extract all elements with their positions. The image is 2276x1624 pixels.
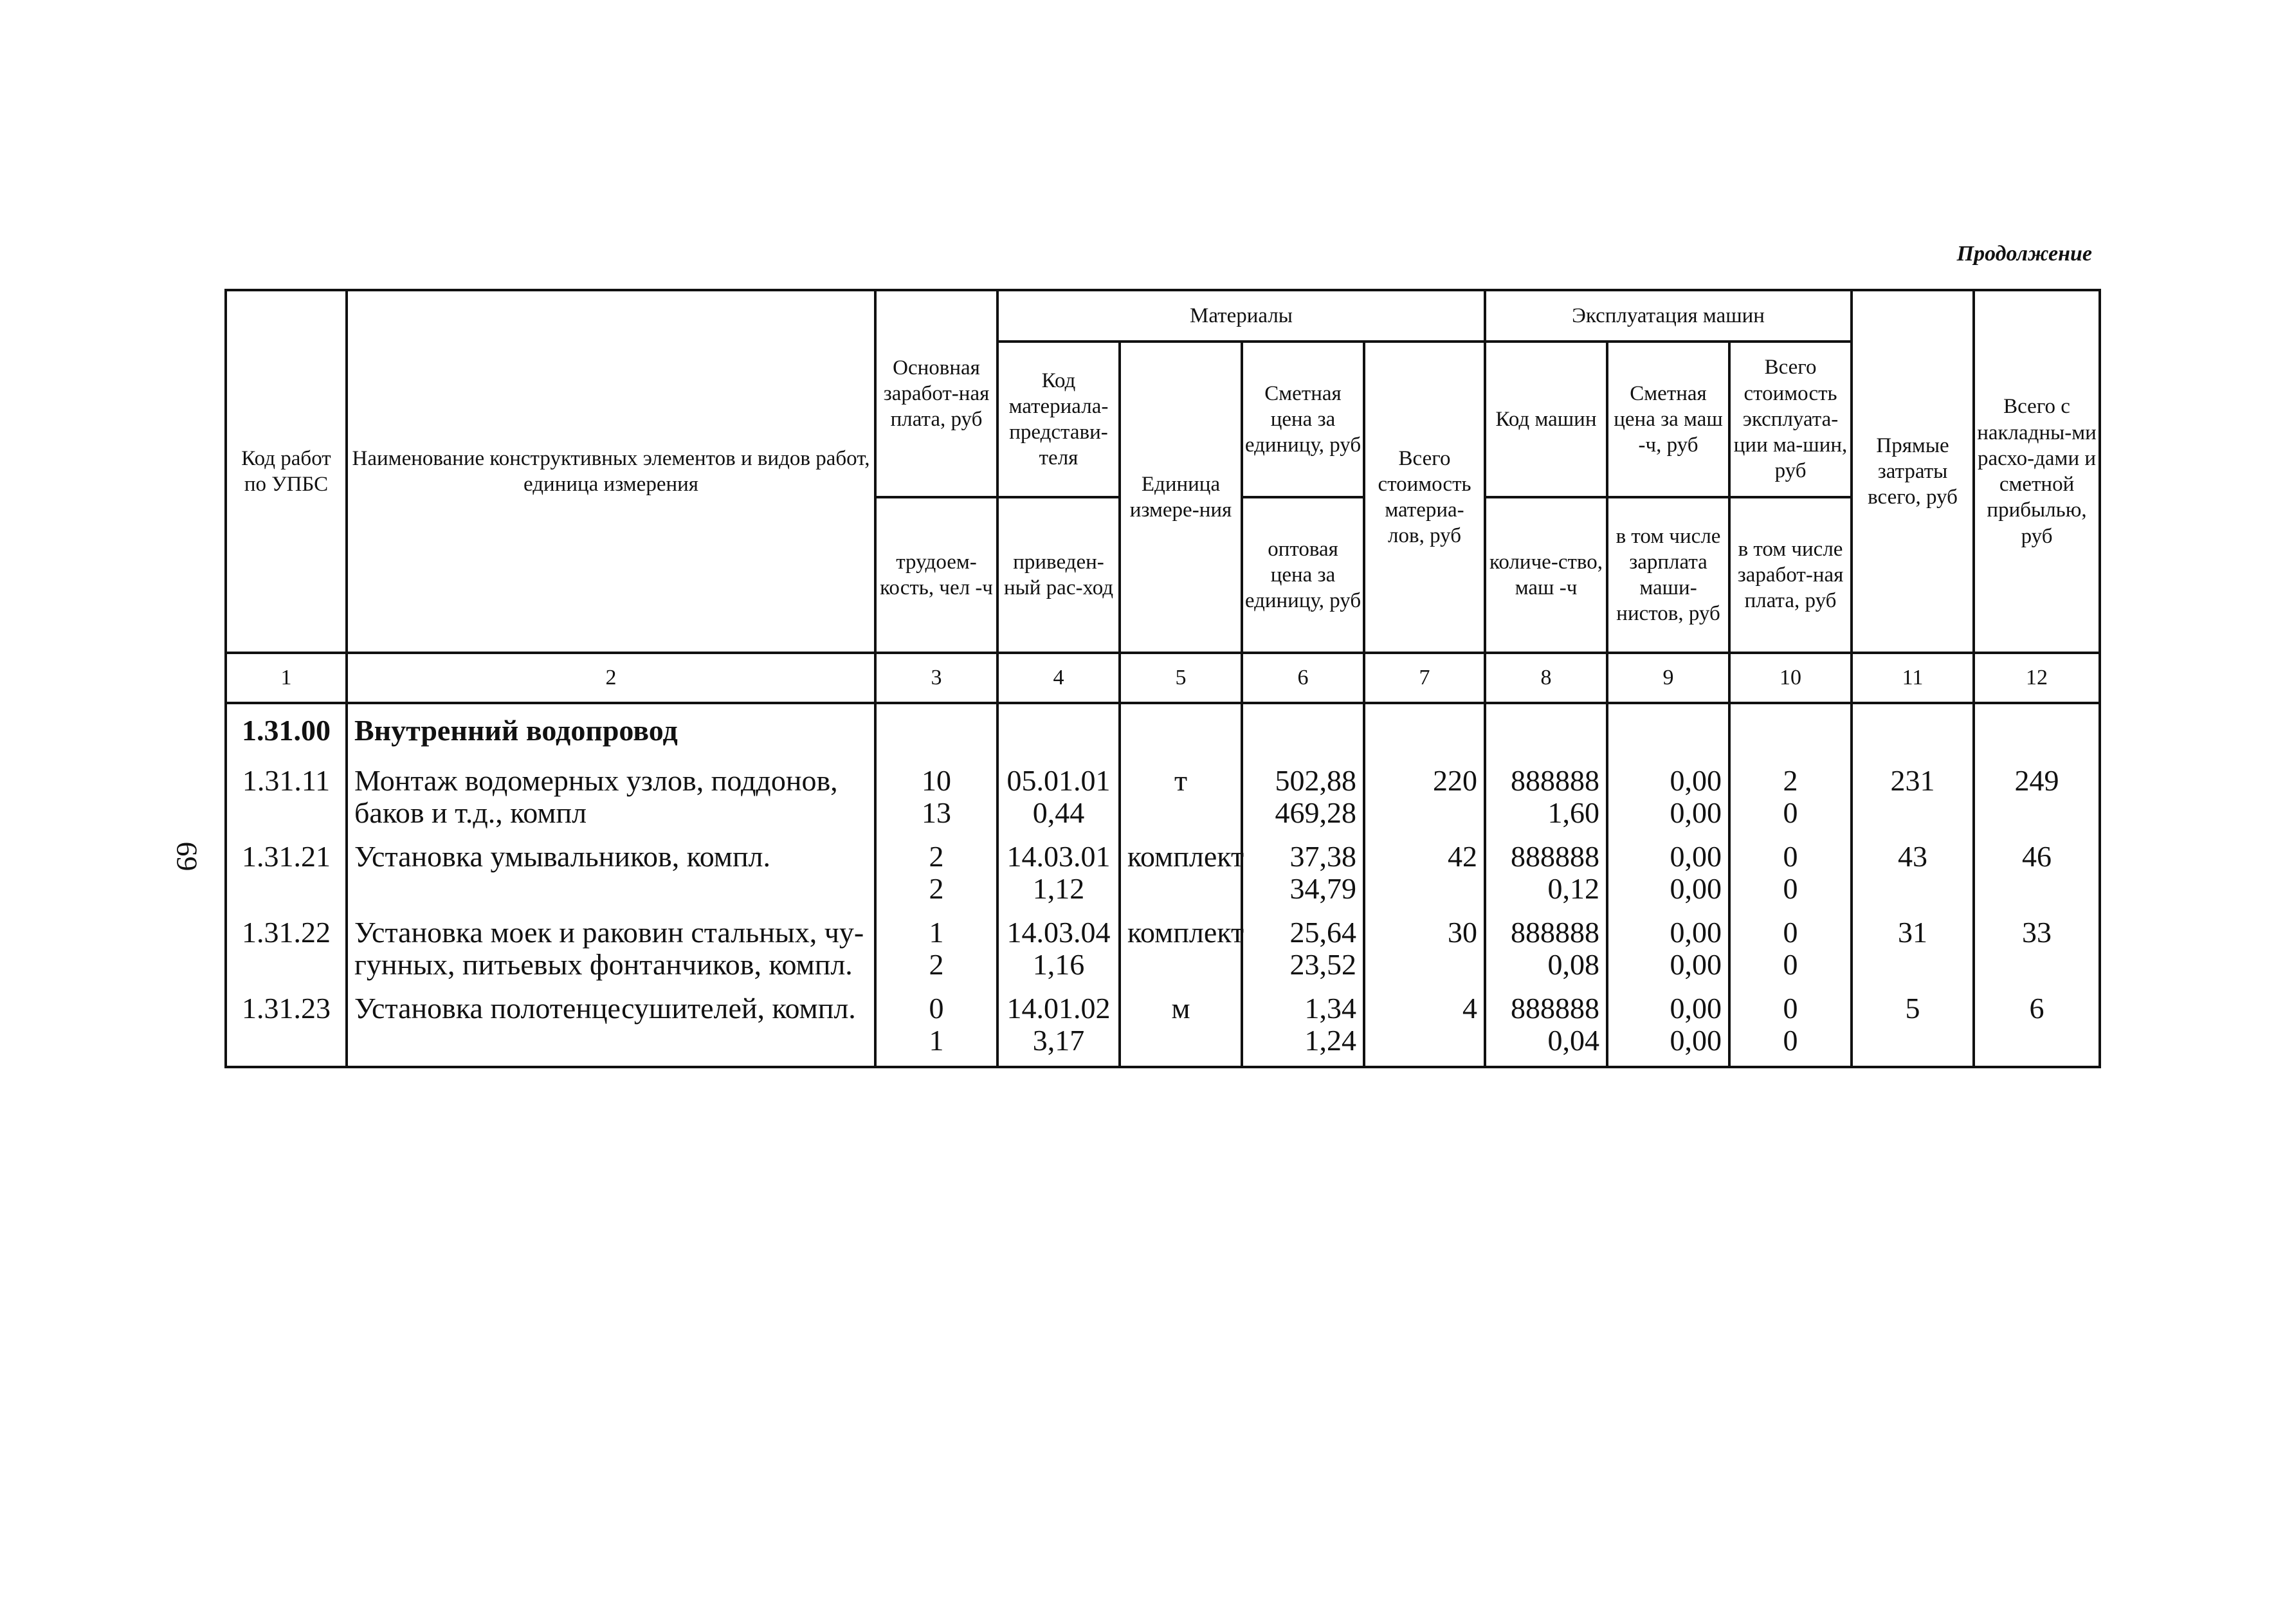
- row-machine-total-wage: [1729, 832, 1852, 908]
- cell-line: 0: [1783, 992, 1798, 1025]
- header-material-code: Код материала-представи-теля: [997, 342, 1120, 497]
- row-machine-code-quantity: [1485, 908, 1607, 983]
- cell-line: 1: [929, 1024, 944, 1057]
- section-name: Внутренний водопровод: [347, 703, 875, 756]
- cell-line: 249: [2014, 764, 2059, 797]
- cell-line: 1,24: [1304, 1024, 1356, 1057]
- row-name: [347, 983, 875, 1067]
- row-unit: [1120, 832, 1242, 908]
- row-direct-costs: [1852, 756, 1974, 832]
- cell-line: 37,38: [1289, 840, 1356, 873]
- header-materials: Материалы: [997, 290, 1485, 342]
- col-number: 10: [1729, 653, 1852, 703]
- row-code: [226, 832, 347, 908]
- row-machine-total-wage: [1729, 983, 1852, 1067]
- row-materials-total: [1364, 832, 1485, 908]
- row-unit: [1120, 756, 1242, 832]
- cell-line: 0,00: [1670, 1024, 1722, 1057]
- cell-line: 05.01.01: [1006, 764, 1111, 797]
- cell-line: 1,60: [1547, 796, 1600, 829]
- cell-line: 0: [1783, 796, 1798, 829]
- row-prices: [1242, 832, 1364, 908]
- cell-line: 1.31.22: [242, 916, 331, 949]
- cell-line: 1.31.11: [242, 764, 331, 797]
- section-code: 1.31.00: [226, 703, 347, 756]
- header-labor: трудоем-кость, чел -ч: [875, 497, 997, 653]
- row-total: [1974, 983, 2100, 1067]
- cell-line: 0: [1783, 948, 1798, 981]
- row-total: [1974, 756, 2100, 832]
- header-machine-hour-price: Сметная цена за маш -ч, руб: [1607, 342, 1729, 497]
- page-number: 69: [170, 841, 204, 871]
- cell-line: комплект: [1127, 916, 1244, 949]
- cell-line: 888888: [1511, 764, 1600, 797]
- cell-line: 0: [1783, 1024, 1798, 1057]
- row-machine-total-wage: [1729, 908, 1852, 983]
- cell-line: 0: [1783, 872, 1798, 905]
- header-operator-wage: в том числе зарплата маши-нистов, руб: [1607, 497, 1729, 653]
- cell-line: 1.31.23: [242, 992, 331, 1025]
- cell-line: [354, 873, 868, 905]
- cell-line: 14.01.02: [1006, 992, 1111, 1025]
- cell-line: 5: [1905, 992, 1920, 1025]
- cell-line: 0,12: [1547, 872, 1600, 905]
- cell-line: 31: [1898, 916, 1928, 949]
- cell-line: 2: [929, 948, 944, 981]
- cell-line: Установка умывальников, компл.: [354, 840, 771, 873]
- row-materials-total: [1364, 756, 1485, 832]
- cell-line: 34,79: [1289, 872, 1356, 905]
- cell-line: 0,00: [1670, 992, 1722, 1025]
- row-total: [1974, 908, 2100, 983]
- cell-line: 0,00: [1670, 840, 1722, 873]
- row-materials-total: [1364, 983, 1485, 1067]
- cell-line: 0: [1783, 916, 1798, 949]
- row-machine-prices: [1607, 756, 1729, 832]
- continuation-label: Продолжение: [1956, 242, 2092, 266]
- row-material-code-consumption: [997, 756, 1120, 832]
- row-code: [226, 983, 347, 1067]
- cell-line: 0,00: [1670, 764, 1722, 797]
- row-direct-costs: [1852, 832, 1974, 908]
- row-direct-costs: [1852, 983, 1974, 1067]
- row-direct-costs: [1852, 908, 1974, 983]
- cell-line: 1,12: [1032, 872, 1085, 905]
- col-number: 8: [1485, 653, 1607, 703]
- cell-line: Установка моек и раковин стальных, чу-: [354, 916, 864, 949]
- header-machine-wage: в том числе заработ-ная плата, руб: [1729, 497, 1852, 653]
- table-row: [226, 908, 2100, 983]
- cell-line: 888888: [1511, 840, 1600, 873]
- row-name: [347, 908, 875, 983]
- cell-line: 4: [1462, 992, 1478, 1025]
- col-number: 6: [1242, 653, 1364, 703]
- row-code: [226, 756, 347, 832]
- col-number: 4: [997, 653, 1120, 703]
- cell-line: 1,34: [1304, 992, 1356, 1025]
- header-name: Наименование конструктивных элементов и видов работ, единица измерения: [347, 290, 875, 653]
- row-machine-code-quantity: [1485, 756, 1607, 832]
- cell-line: 0,00: [1670, 796, 1722, 829]
- cell-line: 0,00: [1670, 872, 1722, 905]
- row-material-code-consumption: [997, 983, 1120, 1067]
- row-wage-labor: [875, 832, 997, 908]
- cell-line: 0,04: [1547, 1024, 1600, 1057]
- row-machine-total-wage: [1729, 756, 1852, 832]
- cell-line: 6: [2029, 992, 2044, 1025]
- col-number: 2: [347, 653, 875, 703]
- cell-line: 3,17: [1032, 1024, 1085, 1057]
- header-direct-costs: Прямые затраты всего, руб: [1852, 290, 1974, 653]
- row-total: [1974, 832, 2100, 908]
- row-machine-prices: [1607, 908, 1729, 983]
- cell-line: 33: [2022, 916, 2052, 949]
- row-machine-code-quantity: [1485, 983, 1607, 1067]
- cell-line: 30: [1448, 916, 1478, 949]
- cell-line: 0,08: [1547, 948, 1600, 981]
- header-wage: Основная заработ-ная плата, руб: [875, 290, 997, 497]
- cell-line: 220: [1433, 764, 1478, 797]
- cell-line: 14.03.04: [1006, 916, 1111, 949]
- cell-line: 1,16: [1032, 948, 1085, 981]
- row-machine-code-quantity: [1485, 832, 1607, 908]
- row-wage-labor: [875, 983, 997, 1067]
- estimate-table: [224, 289, 2101, 1068]
- header-code: Код работ по УПБС: [226, 290, 347, 653]
- header-machine-total: Всего стоимость эксплуата-ции ма-шин, руб: [1729, 342, 1852, 497]
- cell-line: 0: [1783, 840, 1798, 873]
- col-number: 11: [1852, 653, 1974, 703]
- cell-line: 46: [2022, 840, 2052, 873]
- cell-line: 0,44: [1032, 796, 1085, 829]
- cell-line: комплект: [1127, 840, 1244, 873]
- cell-line: 1.31.21: [242, 840, 331, 873]
- cell-line: 888888: [1511, 916, 1600, 949]
- cell-line: [354, 1025, 868, 1057]
- col-number: 3: [875, 653, 997, 703]
- row-name: [347, 756, 875, 832]
- header-machine-code: Код машин: [1485, 342, 1607, 497]
- row-wage-labor: [875, 756, 997, 832]
- cell-line: 25,64: [1289, 916, 1356, 949]
- row-material-code-consumption: [997, 832, 1120, 908]
- col-number: 5: [1120, 653, 1242, 703]
- cell-line: гунных, питьевых фонтанчиков, компл.: [354, 948, 853, 981]
- cell-line: 1: [929, 916, 944, 949]
- header-reduced-consumption: приведен-ный рас-ход: [997, 497, 1120, 653]
- cell-line: м: [1171, 992, 1190, 1025]
- row-wage-labor: [875, 908, 997, 983]
- cell-line: 13: [922, 796, 951, 829]
- col-number: 9: [1607, 653, 1729, 703]
- row-machine-prices: [1607, 832, 1729, 908]
- cell-line: 0,00: [1670, 916, 1722, 949]
- row-machine-prices: [1607, 983, 1729, 1067]
- cell-line: 2: [929, 840, 944, 873]
- row-prices: [1242, 908, 1364, 983]
- cell-line: 10: [922, 764, 951, 797]
- cell-line: 0,00: [1670, 948, 1722, 981]
- table-row: [226, 756, 2100, 832]
- row-materials-total: [1364, 908, 1485, 983]
- header-machines: Эксплуатация машин: [1485, 290, 1852, 342]
- cell-line: 469,28: [1275, 796, 1356, 829]
- header-wholesale-price: оптовая цена за единицу, руб: [1242, 497, 1364, 653]
- col-number: 12: [1974, 653, 2100, 703]
- cell-line: 2: [1783, 764, 1798, 797]
- cell-line: 2: [929, 872, 944, 905]
- cell-line: 0: [929, 992, 944, 1025]
- header-total-overhead: Всего с накладны-ми расхо-дами и сметной прибылью, руб: [1974, 290, 2100, 653]
- cell-line: т: [1174, 764, 1188, 797]
- cell-line: Установка полотенцесушителей, компл.: [354, 992, 856, 1025]
- cell-line: 231: [1890, 764, 1935, 797]
- cell-line: 888888: [1511, 992, 1600, 1025]
- header-machine-quantity: количе-ство, маш -ч: [1485, 497, 1607, 653]
- row-prices: [1242, 983, 1364, 1067]
- table-row: [226, 983, 2100, 1067]
- header-unit: Единица измере-ния: [1120, 342, 1242, 653]
- cell-line: баков и т.д., компл: [354, 796, 587, 829]
- row-name: [347, 832, 875, 908]
- cell-line: 14.03.01: [1006, 840, 1111, 873]
- col-number: 7: [1364, 653, 1485, 703]
- header-materials-total: Всего стоимость материа-лов, руб: [1364, 342, 1485, 653]
- cell-line: 43: [1898, 840, 1928, 873]
- table-row: [226, 832, 2100, 908]
- row-material-code-consumption: [997, 908, 1120, 983]
- row-unit: [1120, 983, 1242, 1067]
- header-unit-price: Сметная цена за единицу, руб: [1242, 342, 1364, 497]
- col-number: 1: [226, 653, 347, 703]
- row-unit: [1120, 908, 1242, 983]
- cell-line: 42: [1448, 840, 1478, 873]
- row-code: [226, 908, 347, 983]
- cell-line: Монтаж водомерных узлов, поддонов,: [354, 764, 838, 797]
- row-prices: [1242, 756, 1364, 832]
- cell-line: 23,52: [1289, 948, 1356, 981]
- cell-line: 502,88: [1275, 764, 1356, 797]
